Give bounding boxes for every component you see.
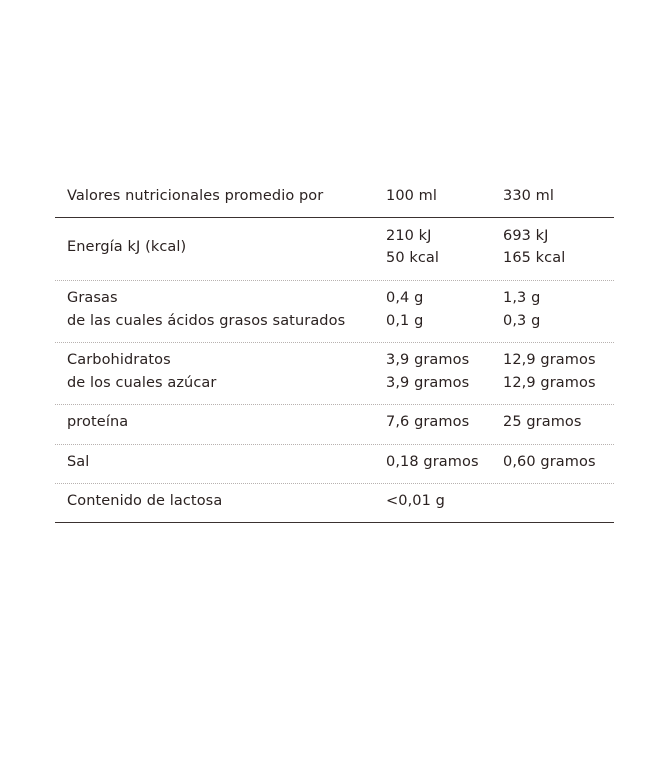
cell-sugars-100ml: 3,9 gramos	[386, 375, 470, 391]
cell-saturated-330ml: 0,3 g	[503, 313, 541, 329]
cell-salt-100ml: 0,18 gramos	[386, 454, 479, 470]
row-divider	[55, 342, 614, 343]
cell-energy-100ml-kcal: 50 kcal	[386, 250, 440, 266]
header-col-330ml: 330 ml	[503, 188, 555, 204]
header-col-100ml: 100 ml	[386, 188, 438, 204]
cell-carbohydrates-330ml: 12,9 gramos	[503, 352, 596, 368]
cell-saturated-100ml: 0,1 g	[386, 313, 424, 329]
row-label-salt: Sal	[67, 454, 90, 470]
cell-energy-330ml-kj: 693 kJ	[503, 228, 549, 244]
cell-fats-330ml: 1,3 g	[503, 290, 541, 306]
row-divider	[55, 280, 614, 281]
row-divider	[55, 404, 614, 405]
cell-energy-100ml-kj: 210 kJ	[386, 228, 432, 244]
cell-protein-100ml: 7,6 gramos	[386, 414, 470, 430]
row-label-carbohydrates: Carbohidratos	[67, 352, 171, 368]
row-label-sugars: de los cuales azúcar	[67, 375, 217, 391]
row-divider	[55, 483, 614, 484]
row-label-protein: proteína	[67, 414, 129, 430]
header-label: Valores nutricionales promedio por	[67, 188, 324, 204]
table-bottom-border	[55, 522, 614, 523]
header-divider	[55, 217, 614, 218]
row-label-saturated: de las cuales ácidos grasos saturados	[67, 313, 346, 329]
cell-fats-100ml: 0,4 g	[386, 290, 424, 306]
cell-energy-330ml-kcal: 165 kcal	[503, 250, 566, 266]
cell-protein-330ml: 25 gramos	[503, 414, 582, 430]
cell-lactose-100ml: <0,01 g	[386, 493, 445, 509]
cell-salt-330ml: 0,60 gramos	[503, 454, 596, 470]
cell-sugars-330ml: 12,9 gramos	[503, 375, 596, 391]
row-label-fats: Grasas	[67, 290, 118, 306]
row-label-energy: Energía kJ (kcal)	[67, 239, 187, 255]
cell-carbohydrates-100ml: 3,9 gramos	[386, 352, 470, 368]
row-label-lactose: Contenido de lactosa	[67, 493, 223, 509]
row-divider	[55, 444, 614, 445]
